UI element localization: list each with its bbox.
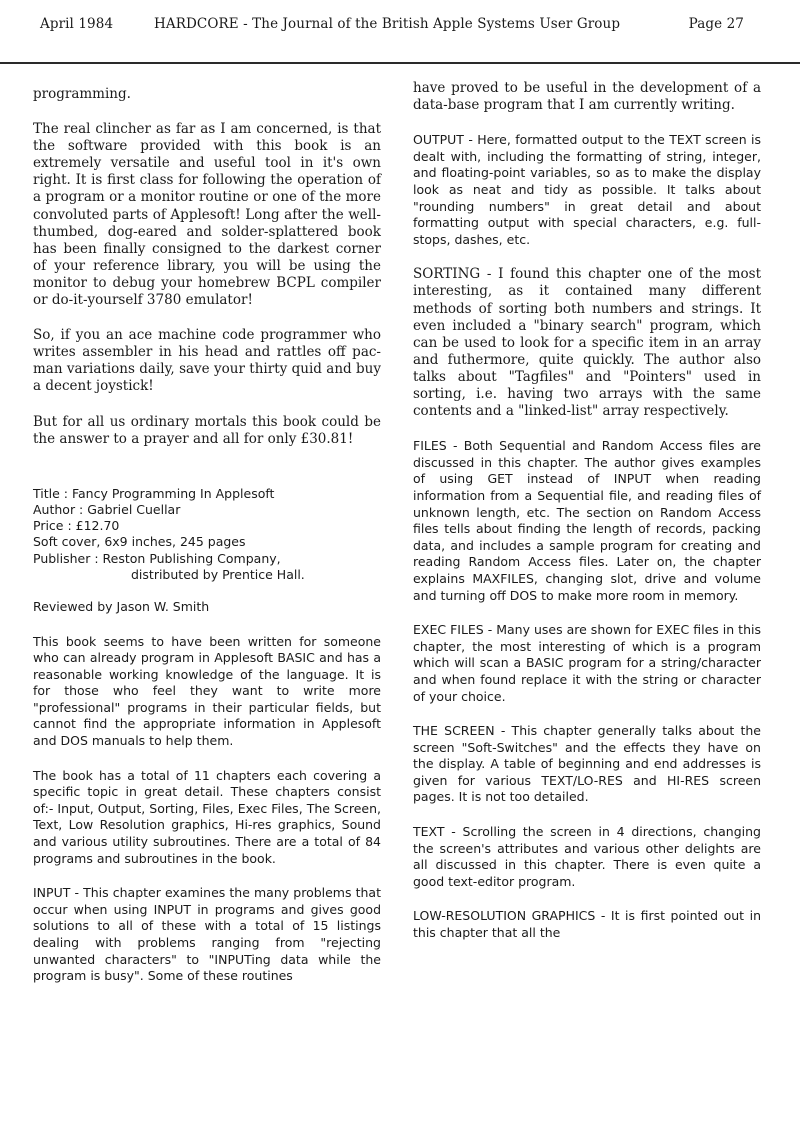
paragraph: EXEC FILES - Many uses are shown for EXEC files in this chapter, the most interesting of which is a program which will scan a BASIC program for a string/character and when found replace it with the string or character of your choice.	[413, 622, 761, 704]
paragraph: THE SCREEN - This chapter generally talks about the screen "Soft-Switches" and the effects they have on the display. A table of beginning and end addresses is given for various TEXT/LO-RES and HI-RES screen pages. It is not too detailed.	[413, 723, 761, 805]
paragraph: The real clincher as far as I am concerned, is that the software provided with this book is an extremely versatile and useful tool in it's own right. It is first class for following the operation of a program or a monitor routine or one of the more convoluted parts of Applesoft! Long after the well-thumbed, dog-eared and solder-splattered book has been finally consigned to the darkest corner of your reference library, you will be using the monitor to debug your homebrew BCPL compiler or do-it-yourself 3780 emulator!	[33, 121, 381, 309]
paragraph: This book seems to have been written for someone who can already program in Applesoft BASIC and has a reasonable working knowledge of the language. It is for those who feel they want to write more "professional" programs in their particular fields, but cannot find the appropriate information in Applesoft and DOS manuals to help them.	[33, 633, 381, 749]
paragraph: But for all us ordinary mortals this book could be the answer to a prayer and all for only £30.81!	[33, 413, 381, 447]
reviewer-credit: Reviewed by Jason W. Smith	[33, 598, 210, 614]
book-distributor: distributed by Prentice Hall.	[131, 566, 305, 582]
paragraph: LOW-RESOLUTION GRAPHICS - It is first pointed out in this chapter that all the	[413, 908, 761, 941]
book-title: Title : Fancy Programming In Applesoft	[33, 485, 275, 501]
right-column	[413, 80, 761, 960]
paragraph: INPUT - This chapter examines the many problems that occur when using INPUT in programs and gives good solutions to all of these with a total of 15 listings dealing with problems ranging from "rejecting unwanted characters" to "INPUTing data while the program is busy". Some of these routines	[33, 885, 381, 984]
header-rule	[0, 62, 800, 64]
paragraph: So, if you an ace machine code programmer who writes assembler in his head and rattles off pac-man variations daily, save your thirty quid and buy a decent joystick!	[33, 327, 381, 395]
book-price: Price : £12.70	[33, 518, 120, 534]
book-publisher: Publisher : Reston Publishing Company,	[33, 550, 281, 566]
journal-title: HARDCORE - The Journal of the British Apple Systems User Group	[154, 16, 621, 32]
paragraph: The book has a total of 11 chapters each covering a specific topic in great detail. These chapters consist of:- Input, Output, Sorting, Files, Exec Files, The Screen, Text, Low Resolution graphics, Hi-res graphics, Sound and various utility subroutines. There are a total of 84 programs and subroutines in the book.	[33, 767, 381, 866]
page-number: Page 27	[688, 16, 744, 32]
paragraph: SORTING - I found this chapter one of the most interesting, as it contained many different methods of sorting both numbers and strings. It even included a "binary search" program, which can be used to look for a specific item in an array and futhermore, quite quickly. The author also talks about "Tagfiles" and "Pointers" used in sorting, i.e. having two arrays with the same contents and a "linked-list" array respectively.	[413, 266, 761, 420]
book-author: Author : Gabriel Cuellar	[33, 501, 181, 517]
book-details	[33, 486, 381, 583]
book-format: Soft cover, 6x9 inches, 245 pages	[33, 534, 246, 550]
paragraph: FILES - Both Sequential and Random Access files are discussed in this chapter. The author gives examples of using GET instead of INPUT when reading information from a Sequential file, and reading files of unknown length, etc. The section on Random Access files tells about finding the length of records, packing data, and includes a sample program for creating and reading Random Access files. Later on, the chapter explains MAXFILES, changing slot, drive and volume and turning off DOS to make more room in memory.	[413, 438, 761, 603]
paragraph: OUTPUT - Here, formatted output to the TEXT screen is dealt with, including the formatting of string, integer, and floating-point variables, so as to make the display look as neat and tidy as possible. It talks about "rounding numbers" in great detail and about formatting output with special characters, e.g. full-stops, dashes, etc.	[413, 132, 761, 247]
issue-date: April 1984	[40, 16, 114, 32]
paragraph: programming.	[33, 86, 131, 102]
left-column	[33, 86, 381, 1003]
paragraph: have proved to be useful in the development of a data-base program that I am currently writing.	[413, 80, 761, 114]
paragraph: TEXT - Scrolling the screen in 4 directions, changing the screen's attributes and various other delights are all discussed in this chapter. There is even quite a good text-editor program.	[413, 824, 761, 889]
